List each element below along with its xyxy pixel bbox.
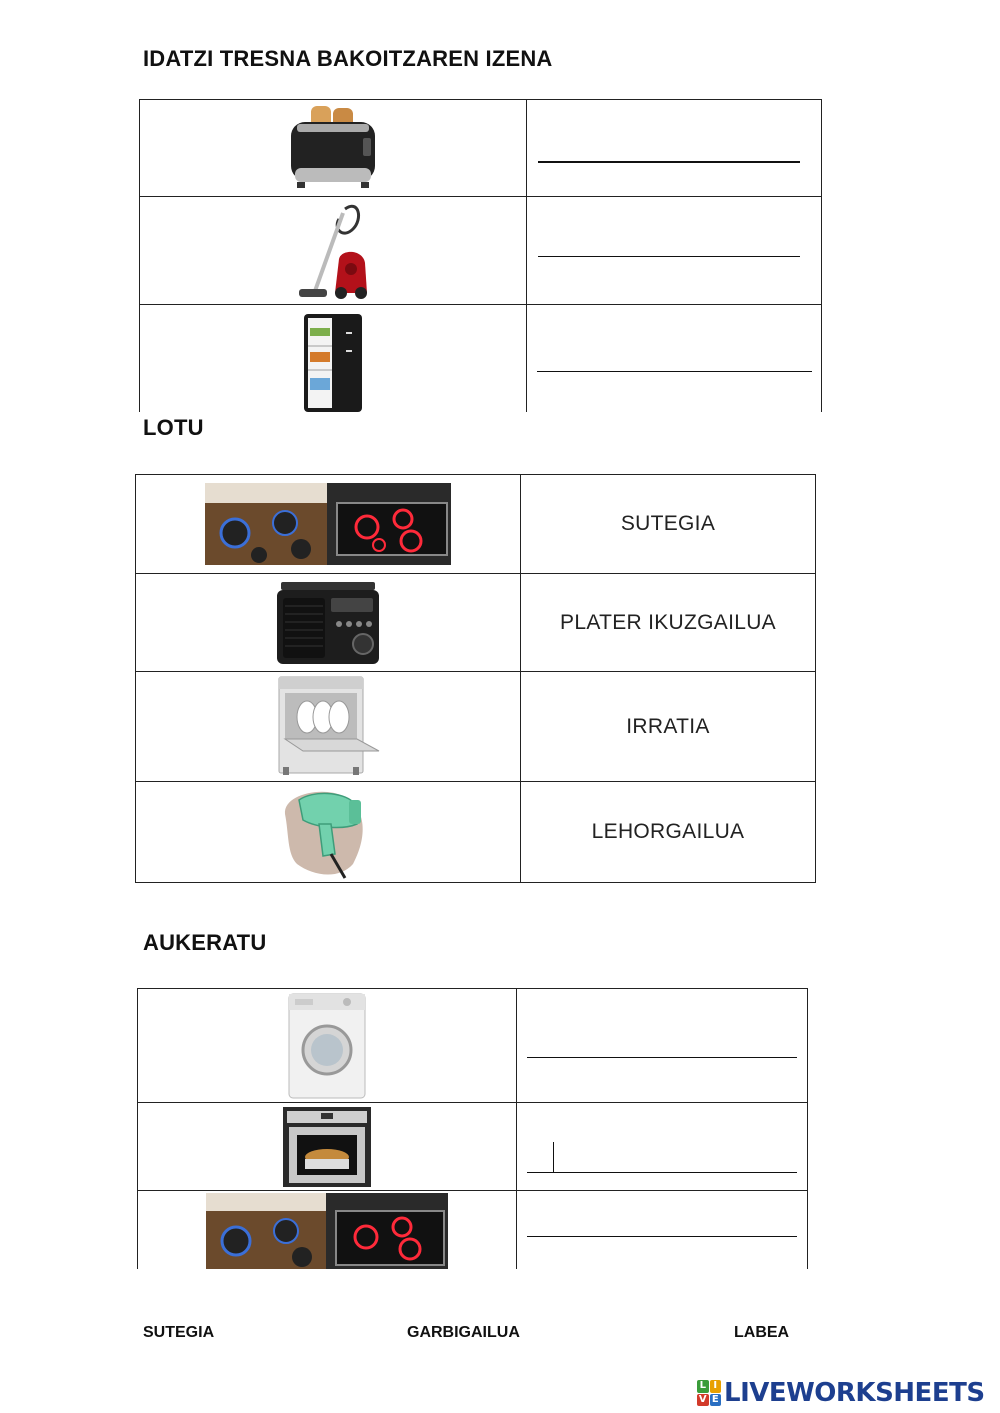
- section2-title: LOTU: [143, 415, 204, 440]
- match-label: IRRATIA: [626, 714, 710, 738]
- word-bank-item: SUTEGIA: [143, 1324, 215, 1341]
- word-bank-item: GARBIGAILUA: [407, 1324, 520, 1341]
- section1-table: [139, 99, 822, 412]
- answer-line[interactable]: [537, 371, 812, 372]
- table-row: [136, 782, 816, 883]
- section2-table: [135, 474, 816, 883]
- match-label: LEHORGAILUA: [591, 820, 745, 843]
- table-row: [140, 100, 822, 197]
- stove-icon: [206, 1193, 448, 1269]
- toaster-icon: [283, 104, 383, 192]
- table-row: [136, 475, 816, 574]
- text-cursor: [553, 1142, 554, 1172]
- match-label: PLATER IKUZGAILUA: [560, 610, 776, 634]
- table-row: [136, 574, 816, 672]
- section1-title: IDATZI TRESNA BAKOITZAREN IZENA: [143, 46, 553, 71]
- answer-line[interactable]: [527, 1236, 797, 1237]
- washing-machine-icon: [287, 992, 367, 1100]
- answer-line[interactable]: [527, 1057, 797, 1058]
- stove-icon: [205, 483, 451, 565]
- refrigerator-icon: [300, 312, 366, 412]
- section3-table: [137, 988, 808, 1269]
- table-row: [138, 1191, 808, 1269]
- logo-text: LIVEWORKSHEETS: [724, 1378, 985, 1408]
- vacuum-cleaner-icon: [293, 199, 373, 303]
- answer-line[interactable]: [538, 256, 800, 257]
- table-row: [140, 197, 822, 305]
- match-label: SUTEGIA: [620, 512, 716, 535]
- table-row: [140, 305, 822, 412]
- table-row: [136, 672, 816, 782]
- radio-icon: [273, 580, 383, 666]
- word-bank-item: LABEA: [734, 1324, 790, 1341]
- table-row: [138, 989, 808, 1103]
- oven-icon: [281, 1105, 373, 1189]
- logo-mark-icon: L I V E: [697, 1380, 721, 1406]
- answer-line[interactable]: [538, 161, 800, 163]
- liveworksheets-logo: [697, 1378, 985, 1408]
- answer-line[interactable]: [527, 1172, 797, 1173]
- section3-title: AUKERATU: [143, 930, 267, 955]
- hair-dryer-icon: [283, 784, 373, 880]
- table-row: [138, 1103, 808, 1191]
- dishwasher-icon: [273, 675, 383, 779]
